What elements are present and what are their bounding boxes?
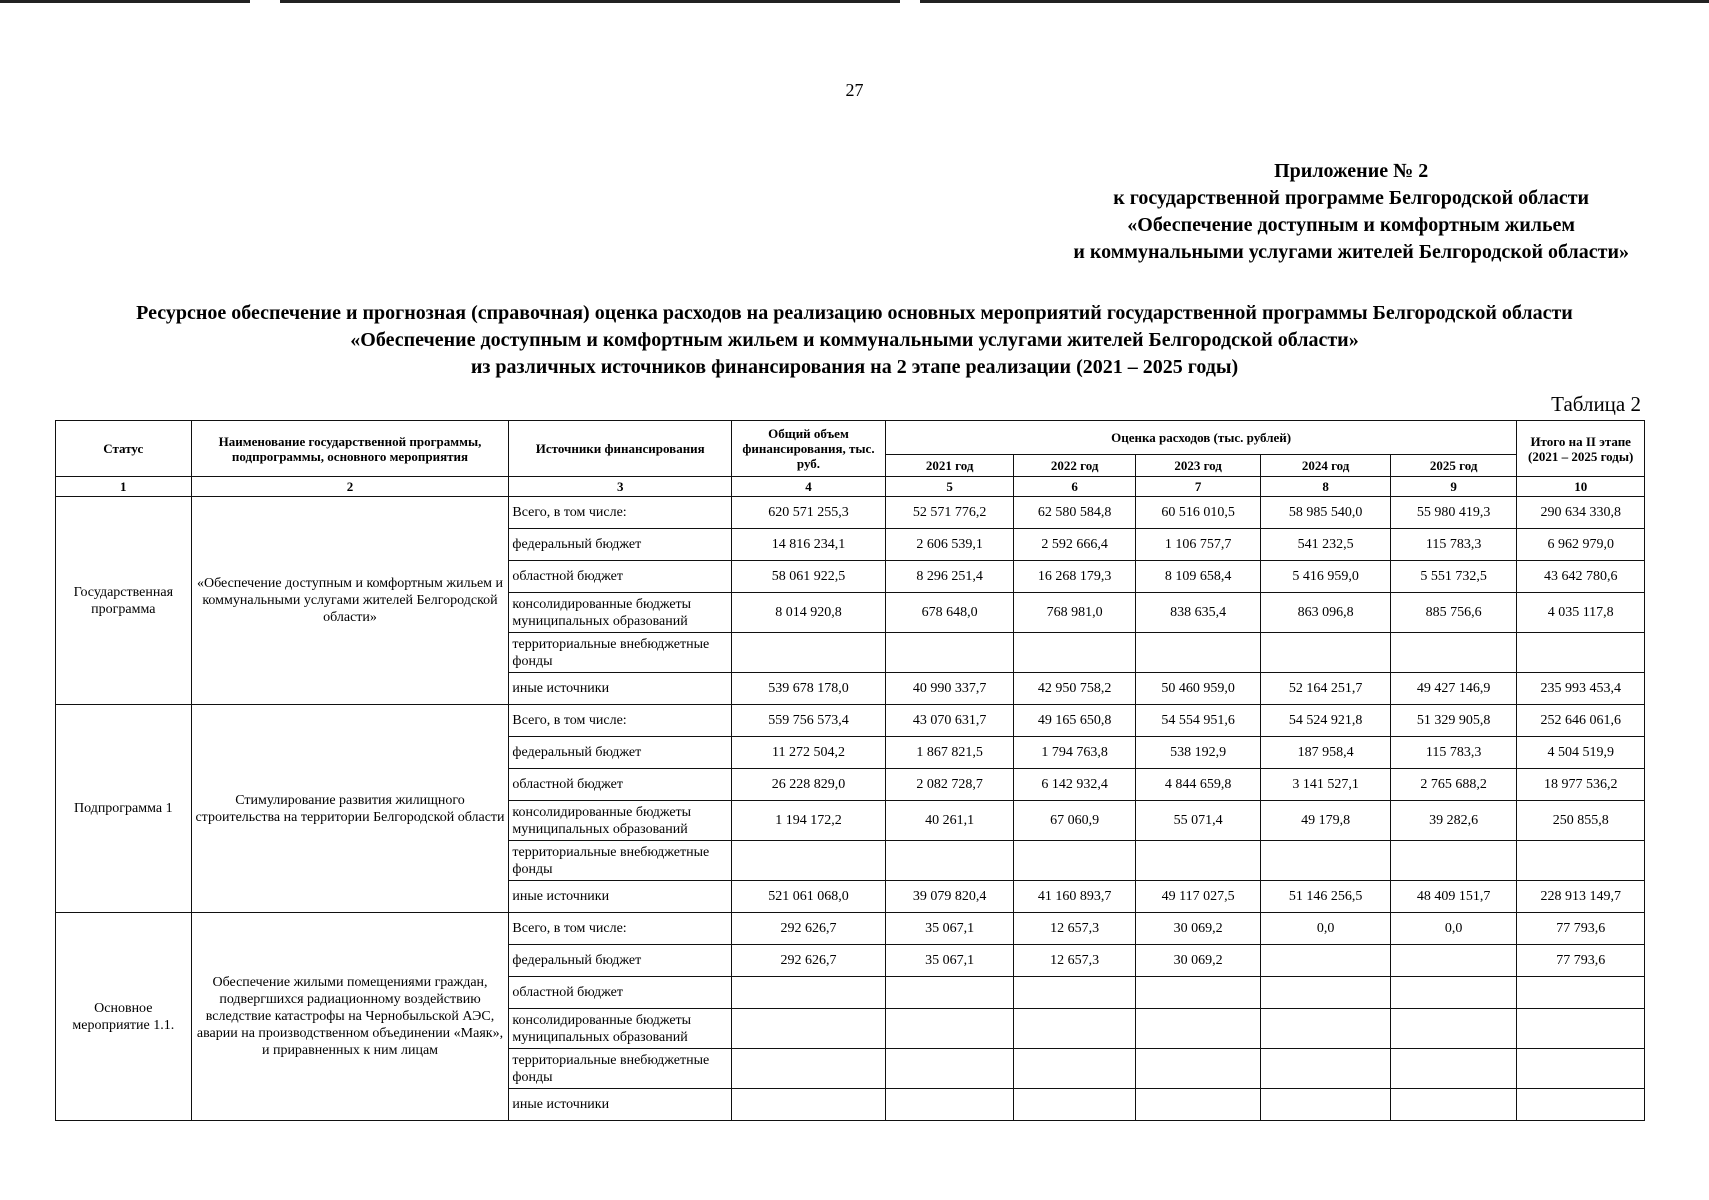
value-cell: 40 990 337,7 [885,673,1014,705]
table-label: Таблица 2 [1551,392,1641,416]
source-cell: федеральный бюджет [509,529,732,561]
value-cell: 52 571 776,2 [885,497,1014,529]
value-cell: 40 261,1 [885,801,1014,841]
value-cell [1014,841,1135,881]
source-cell: консолидированные бюджеты муниципальных образований [509,593,732,633]
value-cell: 538 192,9 [1135,737,1260,769]
header-year-2022: 2022 год [1014,455,1135,477]
value-cell [732,1009,886,1049]
column-number: 6 [1014,477,1135,497]
appendix-line: и коммунальными услугами жителей Белгородской области» [1073,241,1629,263]
value-cell: 768 981,0 [1014,593,1135,633]
value-cell: 58 985 540,0 [1261,497,1391,529]
source-cell: консолидированные бюджеты муниципальных образований [509,801,732,841]
value-cell [1261,633,1391,673]
row-status-cell: Подпрограмма 1 [56,705,192,913]
value-cell [1135,977,1260,1009]
value-cell [732,1049,886,1089]
value-cell: 838 635,4 [1135,593,1260,633]
value-cell: 4 035 117,8 [1517,593,1645,633]
value-cell [1014,633,1135,673]
header-estimate: Оценка расходов (тыс. рублей) [885,421,1517,455]
value-cell: 2 765 688,2 [1390,769,1517,801]
value-cell: 51 146 256,5 [1261,881,1391,913]
value-cell [1261,945,1391,977]
value-cell: 620 571 255,3 [732,497,886,529]
appendix-line: «Обеспечение доступным и комфортным жильем [1127,214,1576,236]
source-cell: консолидированные бюджеты муниципальных образований [509,1009,732,1049]
source-cell: иные источники [509,1089,732,1121]
value-cell: 1 794 763,8 [1014,737,1135,769]
value-cell: 42 950 758,2 [1014,673,1135,705]
value-cell [1135,633,1260,673]
value-cell: 863 096,8 [1261,593,1391,633]
value-cell: 8 109 658,4 [1135,561,1260,593]
value-cell: 1 867 821,5 [885,737,1014,769]
value-cell: 16 268 179,3 [1014,561,1135,593]
source-cell: федеральный бюджет [509,737,732,769]
row-status-cell: Основное мероприятие 1.1. [56,913,192,1121]
header-year-2024: 2024 год [1261,455,1391,477]
header-source: Источники финансирования [509,421,732,477]
value-cell: 521 061 068,0 [732,881,886,913]
value-cell [885,1049,1014,1089]
value-cell: 77 793,6 [1517,945,1645,977]
value-cell: 4 844 659,8 [1135,769,1260,801]
value-cell: 1 106 757,7 [1135,529,1260,561]
source-cell: областной бюджет [509,977,732,1009]
value-cell: 559 756 573,4 [732,705,886,737]
row-name-cell: «Обеспечение доступным и комфортным жильем и коммунальными услугами жителей Белгородской области» [191,497,509,705]
column-number: 9 [1390,477,1517,497]
value-cell: 8 014 920,8 [732,593,886,633]
value-cell [1390,1009,1517,1049]
value-cell: 292 626,7 [732,913,886,945]
value-cell [1014,1009,1135,1049]
value-cell: 49 117 027,5 [1135,881,1260,913]
header-year-2021: 2021 год [885,455,1014,477]
value-cell: 39 282,6 [1390,801,1517,841]
value-cell: 62 580 584,8 [1014,497,1135,529]
funding-table [55,420,1645,1121]
appendix-header [1073,158,1629,266]
value-cell [1517,1089,1645,1121]
source-cell: областной бюджет [509,769,732,801]
value-cell: 115 783,3 [1390,529,1517,561]
value-cell [732,977,886,1009]
header-stage-total: Итого на II этапе (2021 – 2025 годы) [1517,421,1645,477]
column-number: 4 [732,477,886,497]
value-cell: 539 678 178,0 [732,673,886,705]
column-number: 8 [1261,477,1391,497]
value-cell: 52 164 251,7 [1261,673,1391,705]
value-cell: 30 069,2 [1135,913,1260,945]
value-cell: 58 061 922,5 [732,561,886,593]
row-name-cell: Стимулирование развития жилищного строительства на территории Белгородской области [191,705,509,913]
value-cell: 1 194 172,2 [732,801,886,841]
source-cell: областной бюджет [509,561,732,593]
value-cell: 6 962 979,0 [1517,529,1645,561]
column-number-row [56,477,1645,497]
value-cell [1014,977,1135,1009]
value-cell [1390,977,1517,1009]
value-cell: 228 913 149,7 [1517,881,1645,913]
value-cell: 11 272 504,2 [732,737,886,769]
value-cell: 250 855,8 [1517,801,1645,841]
value-cell [1517,633,1645,673]
value-cell: 12 657,3 [1014,945,1135,977]
value-cell [1135,841,1260,881]
value-cell [732,841,886,881]
value-cell [732,633,886,673]
top-edge-gap [250,0,280,3]
value-cell: 885 756,6 [1390,593,1517,633]
value-cell: 187 958,4 [1261,737,1391,769]
value-cell: 18 977 536,2 [1517,769,1645,801]
value-cell [885,841,1014,881]
appendix-line: к государственной программе Белгородской области [1113,187,1590,209]
value-cell [1390,633,1517,673]
value-cell: 26 228 829,0 [732,769,886,801]
source-cell: Всего, в том числе: [509,913,732,945]
value-cell [1014,1089,1135,1121]
value-cell: 14 816 234,1 [732,529,886,561]
value-cell [1390,1049,1517,1089]
value-cell: 54 524 921,8 [1261,705,1391,737]
table-body [56,497,1645,1121]
value-cell [1261,1049,1391,1089]
source-cell: федеральный бюджет [509,945,732,977]
value-cell: 49 427 146,9 [1390,673,1517,705]
column-number: 7 [1135,477,1260,497]
value-cell: 4 504 519,9 [1517,737,1645,769]
source-cell: территориальные внебюджетные фонды [509,1049,732,1089]
value-cell: 2 082 728,7 [885,769,1014,801]
value-cell [1261,841,1391,881]
value-cell [1517,1009,1645,1049]
value-cell: 0,0 [1390,913,1517,945]
value-cell [1261,977,1391,1009]
value-cell [1261,1009,1391,1049]
value-cell: 8 296 251,4 [885,561,1014,593]
value-cell: 6 142 932,4 [1014,769,1135,801]
value-cell: 77 793,6 [1517,913,1645,945]
column-number: 2 [191,477,509,497]
header-total: Общий объем финансирования, тыс. руб. [732,421,886,477]
document-title [30,300,1679,381]
value-cell: 5 416 959,0 [1261,561,1391,593]
title-line: из различных источников финансирования на 2 этапе реализации (2021 – 2025 годы) [470,356,1239,378]
value-cell: 60 516 010,5 [1135,497,1260,529]
value-cell [885,1089,1014,1121]
value-cell [1390,1089,1517,1121]
value-cell [1014,1049,1135,1089]
table-row [56,705,1645,737]
value-cell: 35 067,1 [885,945,1014,977]
value-cell: 30 069,2 [1135,945,1260,977]
value-cell: 292 626,7 [732,945,886,977]
value-cell: 54 554 951,6 [1135,705,1260,737]
column-number: 5 [885,477,1014,497]
column-number: 1 [56,477,192,497]
appendix-line: Приложение № 2 [1274,160,1429,182]
title-line: «Обеспечение доступным и комфортным жильем и коммунальными услугами жителей Белгородской области» [350,329,1359,351]
value-cell [732,1089,886,1121]
value-cell: 35 067,1 [885,913,1014,945]
value-cell: 41 160 893,7 [1014,881,1135,913]
value-cell [1390,841,1517,881]
value-cell: 43 070 631,7 [885,705,1014,737]
value-cell [1517,977,1645,1009]
value-cell: 49 165 650,8 [1014,705,1135,737]
table-row [56,497,1645,529]
value-cell: 51 329 905,8 [1390,705,1517,737]
source-cell: территориальные внебюджетные фонды [509,633,732,673]
value-cell: 48 409 151,7 [1390,881,1517,913]
source-cell: Всего, в том числе: [509,497,732,529]
value-cell: 0,0 [1261,913,1391,945]
page-number: 27 [845,80,864,100]
value-cell [885,1009,1014,1049]
value-cell [885,633,1014,673]
value-cell: 12 657,3 [1014,913,1135,945]
value-cell: 55 071,4 [1135,801,1260,841]
source-cell: территориальные внебюджетные фонды [509,841,732,881]
value-cell [1517,1049,1645,1089]
row-name-cell: Обеспечение жилыми помещениями граждан, подвергшихся радиационному воздействию вследствие катастрофы на Чернобыльской АЭС, аварии на производственном объединении «Маяк», и приравненных к ним лицам [191,913,509,1121]
header-year-2023: 2023 год [1135,455,1260,477]
row-status-cell: Государственная программа [56,497,192,705]
column-number: 10 [1517,477,1645,497]
value-cell: 115 783,3 [1390,737,1517,769]
value-cell: 678 648,0 [885,593,1014,633]
column-number: 3 [509,477,732,497]
value-cell [1135,1049,1260,1089]
value-cell: 2 592 666,4 [1014,529,1135,561]
top-edge-gap [900,0,920,3]
value-cell: 67 060,9 [1014,801,1135,841]
value-cell: 235 993 453,4 [1517,673,1645,705]
value-cell: 290 634 330,8 [1517,497,1645,529]
value-cell: 5 551 732,5 [1390,561,1517,593]
value-cell: 43 642 780,6 [1517,561,1645,593]
header-name: Наименование государственной программы, подпрограммы, основного мероприятия [191,421,509,477]
value-cell [1517,841,1645,881]
value-cell: 50 460 959,0 [1135,673,1260,705]
header-status: Статус [56,421,192,477]
source-cell: Всего, в том числе: [509,705,732,737]
header-year-2025: 2025 год [1390,455,1517,477]
value-cell [885,977,1014,1009]
source-cell: иные источники [509,881,732,913]
source-cell: иные источники [509,673,732,705]
value-cell [1261,1089,1391,1121]
value-cell: 49 179,8 [1261,801,1391,841]
table-row [56,913,1645,945]
value-cell: 252 646 061,6 [1517,705,1645,737]
value-cell [1390,945,1517,977]
value-cell: 55 980 419,3 [1390,497,1517,529]
value-cell: 541 232,5 [1261,529,1391,561]
value-cell [1135,1089,1260,1121]
title-line: Ресурсное обеспечение и прогнозная (справочная) оценка расходов на реализацию основных мероприятий государственной программы Белгородской области [136,302,1573,324]
value-cell [1135,1009,1260,1049]
value-cell: 39 079 820,4 [885,881,1014,913]
value-cell: 2 606 539,1 [885,529,1014,561]
value-cell: 3 141 527,1 [1261,769,1391,801]
